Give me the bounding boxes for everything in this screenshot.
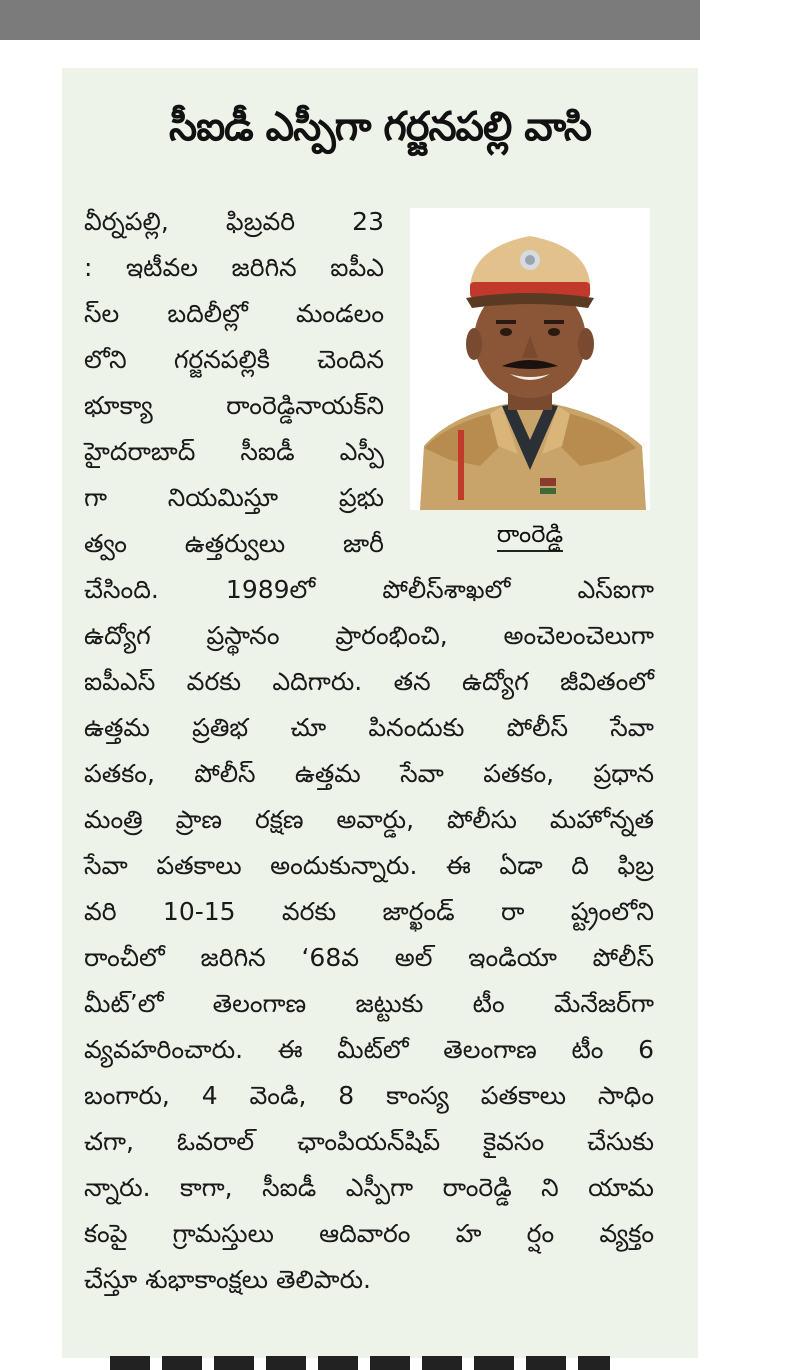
photo-caption [410,520,650,554]
body-line: గా నియమిస్తూ ప్రభు [84,483,384,512]
body-line: వీర్నపల్లి, ఫిబ్రవరి 23 [84,207,384,236]
body-line: వ్యవహరించారు. ఈ మీట్‌లో తెలంగాణ టీం 6 [84,1035,654,1064]
officer-photo [410,208,650,510]
body-line: ఉద్యోగ ప్రస్థానం ప్రారంభించి, అంచెలంచెలుగా [84,621,654,650]
article-headline: సీఐడీ ఎస్పీగా గర్జనపల్లి వాసి [168,104,592,150]
body-line: రాంచీలో జరిగిన ‘68వ అల్ ఇండియా పోలీస్ [84,943,654,972]
body-line: భూక్యా రాంరెడ్డినాయక్‌ని [84,391,384,420]
body-line: ఉత్తమ ప్రతిభ చూ పినందుకు పోలీస్ సేవా [84,713,654,742]
body-line: ఐపీఎస్ వరకు ఎదిగారు. తన ఉద్యోగ జీవితంలో [84,667,654,696]
photo-caption-text: రాంరెడ్డి [497,520,563,552]
body-line: కంపై గ్రామస్తులు ఆదివారం హ ర్షం వ్యక్తం [84,1219,654,1248]
body-line-last: చేస్తూ శుభాకాంక్షలు తెలిపారు. [84,1265,371,1294]
body-line: పతకం, పోలీస్ ఉత్తమ సేవా పతకం, ప్రధాన [84,759,654,788]
body-line: వరి 10-15 వరకు జార్ఖండ్ రా ష్ట్రంలోని [84,897,654,926]
body-line: త్వం ఉత్తర్వులు జారీ [84,529,384,558]
body-line: స్‌ల బదిలీల్లో మండలం [84,299,384,328]
body-line: : ఇటీవల జరిగిన ఐపీఎ [84,253,384,282]
body-line: చేసింది. 1989లో పోలీస్‌శాఖలో ఎస్‌ఐగా [84,575,654,604]
body-line: న్నారు. కాగా, సీఐడీ ఎస్పీగా రాంరెడ్డి ని యామ [84,1173,654,1202]
body-line: మంత్రి ప్రాణ రక్షణ అవార్డు, పోలీసు మహోన్నత [84,805,654,834]
body-line: మీట్’లో తెలంగాణ జట్టుకు టీం మేనేజర్‌గా [84,989,654,1018]
top-gray-bar [0,0,700,40]
body-line: సేవా పతకాలు అందుకున్నారు. ఈ ఏడా ది ఫిబ్ర [84,851,654,880]
body-line: హైదరాబాద్ సీఐడీ ఎస్పీ [84,437,384,466]
body-line: చగా, ఓవరాల్ ఛాంపియన్‌షిప్ కైవసం చేసుకు [84,1127,654,1156]
officer-portrait-image [410,208,650,510]
body-line: బంగారు, 4 వెండి, 8 కాంస్య పతకాలు సాధిం [84,1081,654,1110]
body-line: లోని గర్జనపల్లికి చెందిన [84,345,384,374]
next-article-headline-cutoff [110,1356,610,1370]
